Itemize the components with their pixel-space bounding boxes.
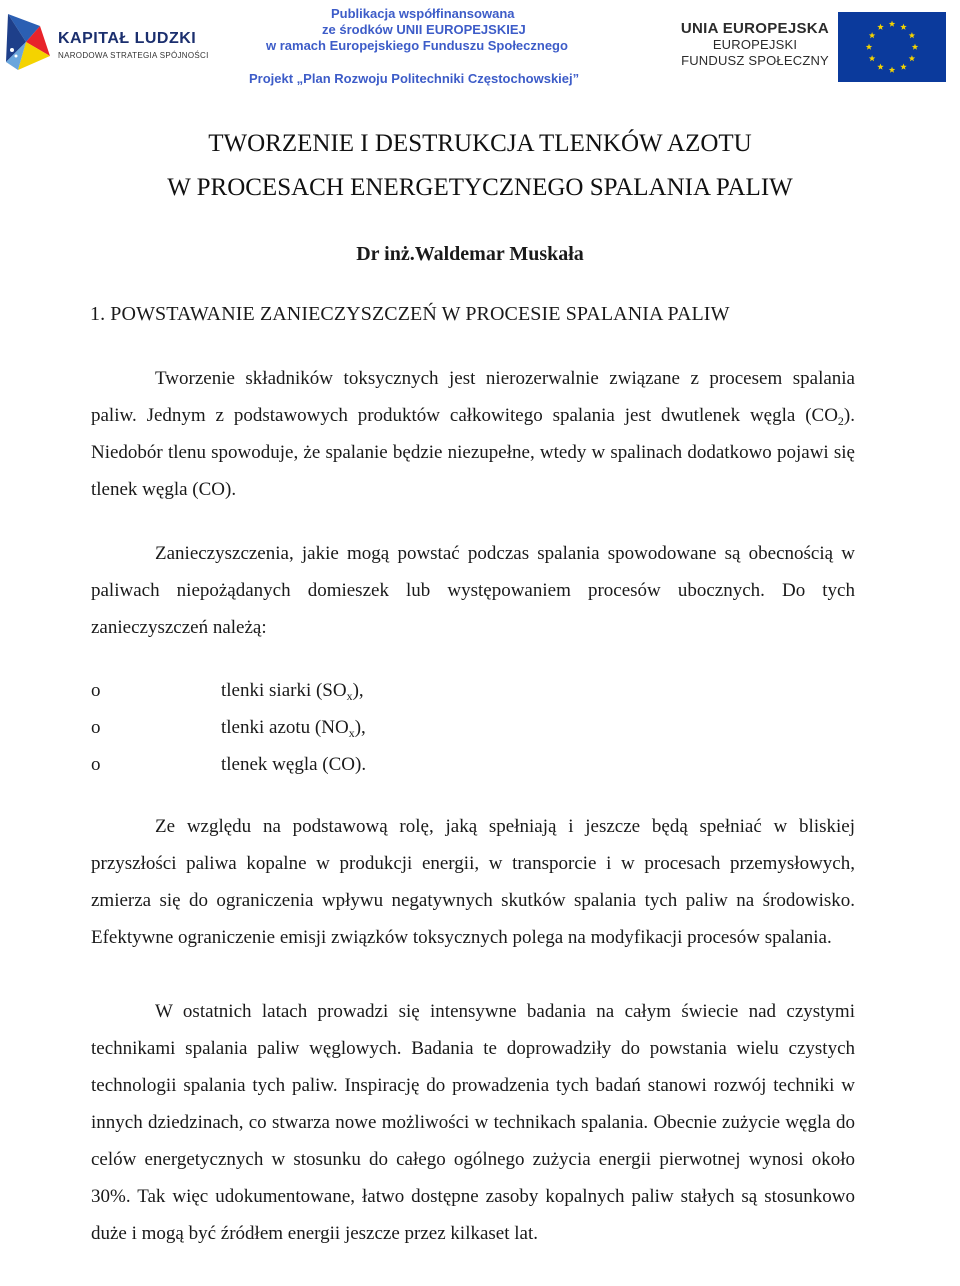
- kapital-ludzki-logo: [4, 12, 209, 72]
- paragraph-3: Ze względu na podstawową rolę, jaką spełniają i jeszcze będą spełniać w bliskiej przyszłości paliwa kopalne w produkcji energii, w transporcie i w procesach przemysłowych, zmierza się do ograniczenia wpływu negatywnych skutków spalania tych paliw na środowisko. Efektywne ograniczenie emisji związków toksycznych polega na modyfikacji procesów spalania.: [91, 816, 855, 948]
- subscript: 2: [837, 414, 844, 428]
- bullet: o: [91, 680, 101, 701]
- list-item: o tlenek węgla (CO).: [91, 746, 691, 783]
- eu-flag-icon: [838, 12, 946, 82]
- document-title-line-2: W PROCESACH ENERGETYCZNEGO SPALANIA PALIW: [167, 174, 793, 201]
- page-header: [0, 0, 960, 100]
- paragraph-1-text: Tworzenie składników toksycznych jest nierozerwalnie związane z procesem spalania paliw. Jednym z podstawowych produktów całkowitego spalania jest dwutlenek węgla $(CO_2)$. Niedobór tlenu spowoduje, że spalanie będzie niezupełne, wtedy w spalinach dodatkowo pojawi się tlenek węgla (CO).: [91, 368, 855, 500]
- paragraph-1: [91, 360, 855, 508]
- publication-note: [200, 6, 740, 54]
- section-heading: 1. POWSTAWANIE ZANIECZYSZCZEŃ W PROCESIE SPALANIA PALIW: [90, 303, 730, 325]
- kapital-ludzki-star-icon: [4, 12, 54, 72]
- bullet: o: [91, 754, 101, 775]
- pollutant-list: [91, 672, 691, 783]
- project-name: Projekt „Plan Rozwoju Politechniki Częstochowskiej”: [249, 71, 580, 86]
- list-item: o tlenki siarki $(SO_x)$,: [91, 672, 691, 709]
- publication-line-3: w ramach Europejskiego Funduszu Społecznego: [266, 38, 568, 53]
- publication-line-2: ze środków UNII EUROPEJSKIEJ: [322, 22, 526, 37]
- paragraph-2: Zanieczyszczenia, jakie mogą powstać podczas spalania spowodowane są obecnością w paliwach niepożądanych domieszek lub występowaniem procesów ubocznych. Do tych zanieczyszczeń należą:: [91, 543, 855, 638]
- eu-line-2: EUROPEJSKI: [712, 37, 798, 52]
- author: Dr inż.Waldemar Muskała: [356, 243, 584, 265]
- bullet: o: [91, 717, 101, 738]
- kapital-ludzki-title: KAPITAŁ LUDZKI: [58, 30, 197, 47]
- eu-fund-text: [676, 20, 834, 69]
- paragraph-4: W ostatnich latach prowadzi się intensywne badania na całym świecie nad czystymi technikami spalania paliw węglowych. Badania te doprowadziły do powstania wielu czystych technologii spalania tych paliw. Inspirację do prowadzenia tych badań stanowi rozwój techniki w innych dziedzinach, co stwarza nowe możliwości w technikach spalania. Obecnie zużycie węgla do celów energetycznych w stosunku do całego ogólnego zużycia energii pierwotnej wynosi około 30%. Tak więc udokumentowane, łatwo dostępne zasoby kopalnych paliw stałych są stosunkowo duże i mogą być źródłem energii jeszcze przez kilkaset lat.: [91, 1001, 855, 1244]
- list-item: o tlenki azotu $(NO_x)$,: [91, 709, 691, 746]
- kapital-ludzki-subtitle: NARODOWA STRATEGIA SPÓJNOŚCI: [58, 51, 209, 60]
- eu-line-3: FUNDUSZ SPOŁECZNY: [681, 53, 829, 68]
- publication-line-1: Publikacja współfinansowana: [331, 6, 515, 21]
- document-title-line-1: TWORZENIE I DESTRUKCJA TLENKÓW AZOTU: [208, 130, 752, 157]
- eu-line-1: UNIA EUROPEJSKA: [680, 20, 830, 37]
